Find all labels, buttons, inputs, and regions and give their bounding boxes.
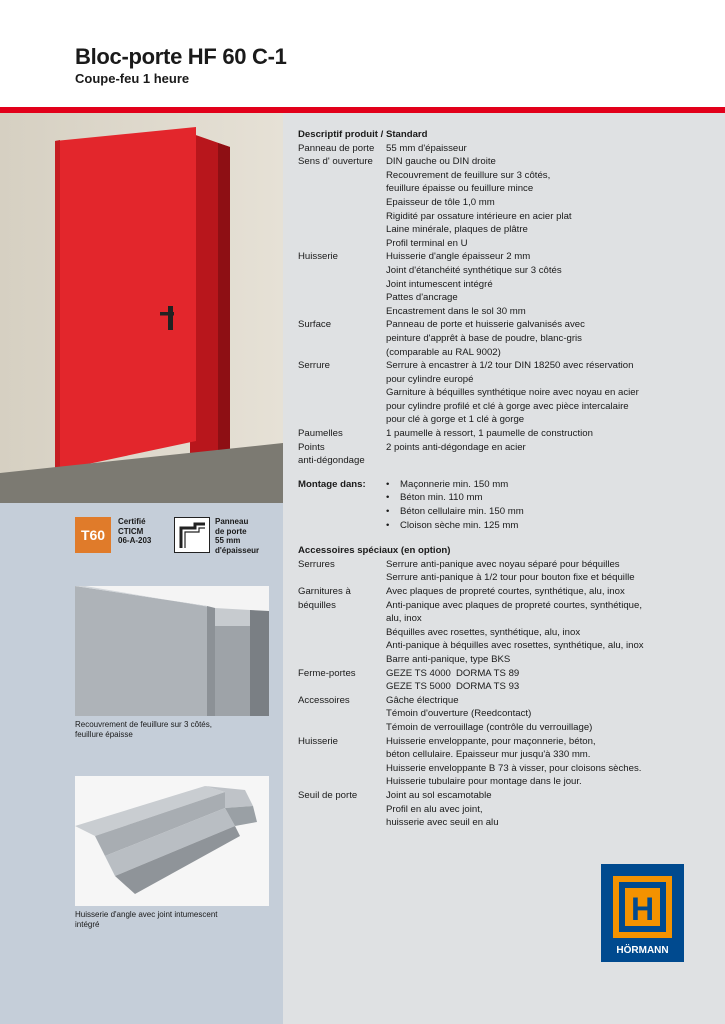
descriptif-heading: Descriptif produit / Standard [298, 129, 428, 140]
frame-caption: Huisserie d'angle avec joint intumescent intégré [75, 910, 218, 929]
accessoires-heading: Accessoires spéciaux (en option) [298, 545, 451, 557]
panel-thickness-icon [174, 517, 210, 553]
page-subtitle: Coupe-feu 1 heure [75, 71, 190, 86]
door-illustration [0, 113, 283, 503]
spec-row-sens: Sens d' ouverture DIN gauche ou DIN droite Recouvrement de feuillure sur 3 côtés, feuillure épaisse ou feuillure mince Epaisseur de tôle 1,0 mm Rigidité par ossature intérieure en acier plat Laine minérale, plaques de plâtre Profil terminal en U [298, 156, 572, 249]
acc-row-ferme-portes: Ferme-portes GEZE TS 4000 DORMA TS 89 GEZE TS 5000 DORMA TS 93 [298, 667, 520, 693]
hormann-logo [601, 864, 684, 962]
t60-badge: T60 [75, 517, 111, 553]
acc-row-serrures: Serrures Serrure anti-panique avec noyau séparé pour béquilles Serrure anti-panique à 1/2 tour pour bouton fixe et béquille [298, 558, 635, 584]
spec-row-surface: Surface Panneau de porte et huisserie galvanisés avec peinture d'apprêt à base de poudre, blanc-gris (comparable au RAL 9002) [298, 319, 585, 358]
svg-text:H: H [630, 891, 655, 927]
acc-row-seuil: Seuil de porte Joint au sol escamotable Profil en alu avec joint, huisserie avec seuil en alu [298, 789, 499, 829]
montage-item: Béton min. 110 mm [400, 492, 483, 504]
montage-item: Cloison sèche min. 125 mm [400, 519, 519, 531]
spec-row-serrure: Serrure Serrure à encastrer à 1/2 tour DIN 18250 avec réservation pour cylindre europé Garniture à béquilles synthétique noire avec noyau en acier pour cylindre profilé et clé à gorge avec pièce intercalaire pour clé à gorge et 1 clé à gorge [298, 360, 639, 426]
spec-row-points: Points anti-dégondage 2 points anti-dégondage en acier [298, 441, 526, 467]
montage-section: Montage dans: • Maçonnerie min. 150 mm • Béton min. 110 mm • Béton cellulaire min. 150 mm • Cloison sèche min. 125 mm [298, 478, 524, 531]
acc-row-accessoires: Accessoires Gâche électrique Témoin d'ouverture (Reedcontact) Témoin de verrouillage (contrôle du verrouillage) [298, 694, 593, 733]
svg-text:HÖRMANN: HÖRMANN [616, 945, 669, 956]
page-title: Bloc-porte HF 60 C-1 [75, 44, 287, 69]
certification-text: Certifié CTICM 06-A-203 [118, 517, 152, 545]
specification-block [298, 128, 718, 830]
rebate-caption: Recouvrement de feuillure sur 3 côtés, feuillure épaisse [75, 720, 212, 739]
panel-thickness-text: Panneau de porte 55 mm d'épaisseur [215, 517, 260, 555]
rebate-profile-image [75, 586, 269, 716]
door-photo [0, 113, 283, 503]
acc-row-huisserie: Huisserie Huisserie enveloppante, pour maçonnerie, béton, béton cellulaire. Epaisseur mur jusqu'à 330 mm. Huisserie enveloppante B 73 à visser, pour cloisons sèches. Huisserie tubulaire pour montage dans le jour. [298, 735, 642, 788]
spec-row-huisserie: Huisserie Huisserie d'angle épaisseur 2 mm Joint d'étanchéité synthétique sur 3 côtés Joint intumescent intégré Pattes d'ancrage Encastrement dans le sol 30 mm [298, 251, 562, 317]
spec-row-paumelles: Paumelles 1 paumelle à ressort, 1 paumelle de construction [298, 428, 593, 440]
spec-row-panneau: Panneau de porte 55 mm d'épaisseur [298, 142, 467, 154]
acc-row-garnitures: Garnitures à béquilles Avec plaques de propreté courtes, synthétique, alu, inox Anti-panique avec plaques de propreté courtes, synthétique, alu, inox Béquilles avec rosettes, synthétique, alu, inox Anti-panique à béquilles avec rosettes, synthétique, alu, inox Barre anti-panique, type BKS [298, 586, 644, 665]
montage-item: Maçonnerie min. 150 mm [400, 478, 509, 490]
frame-profile-image [75, 776, 269, 906]
montage-item: Béton cellulaire min. 150 mm [400, 506, 524, 518]
